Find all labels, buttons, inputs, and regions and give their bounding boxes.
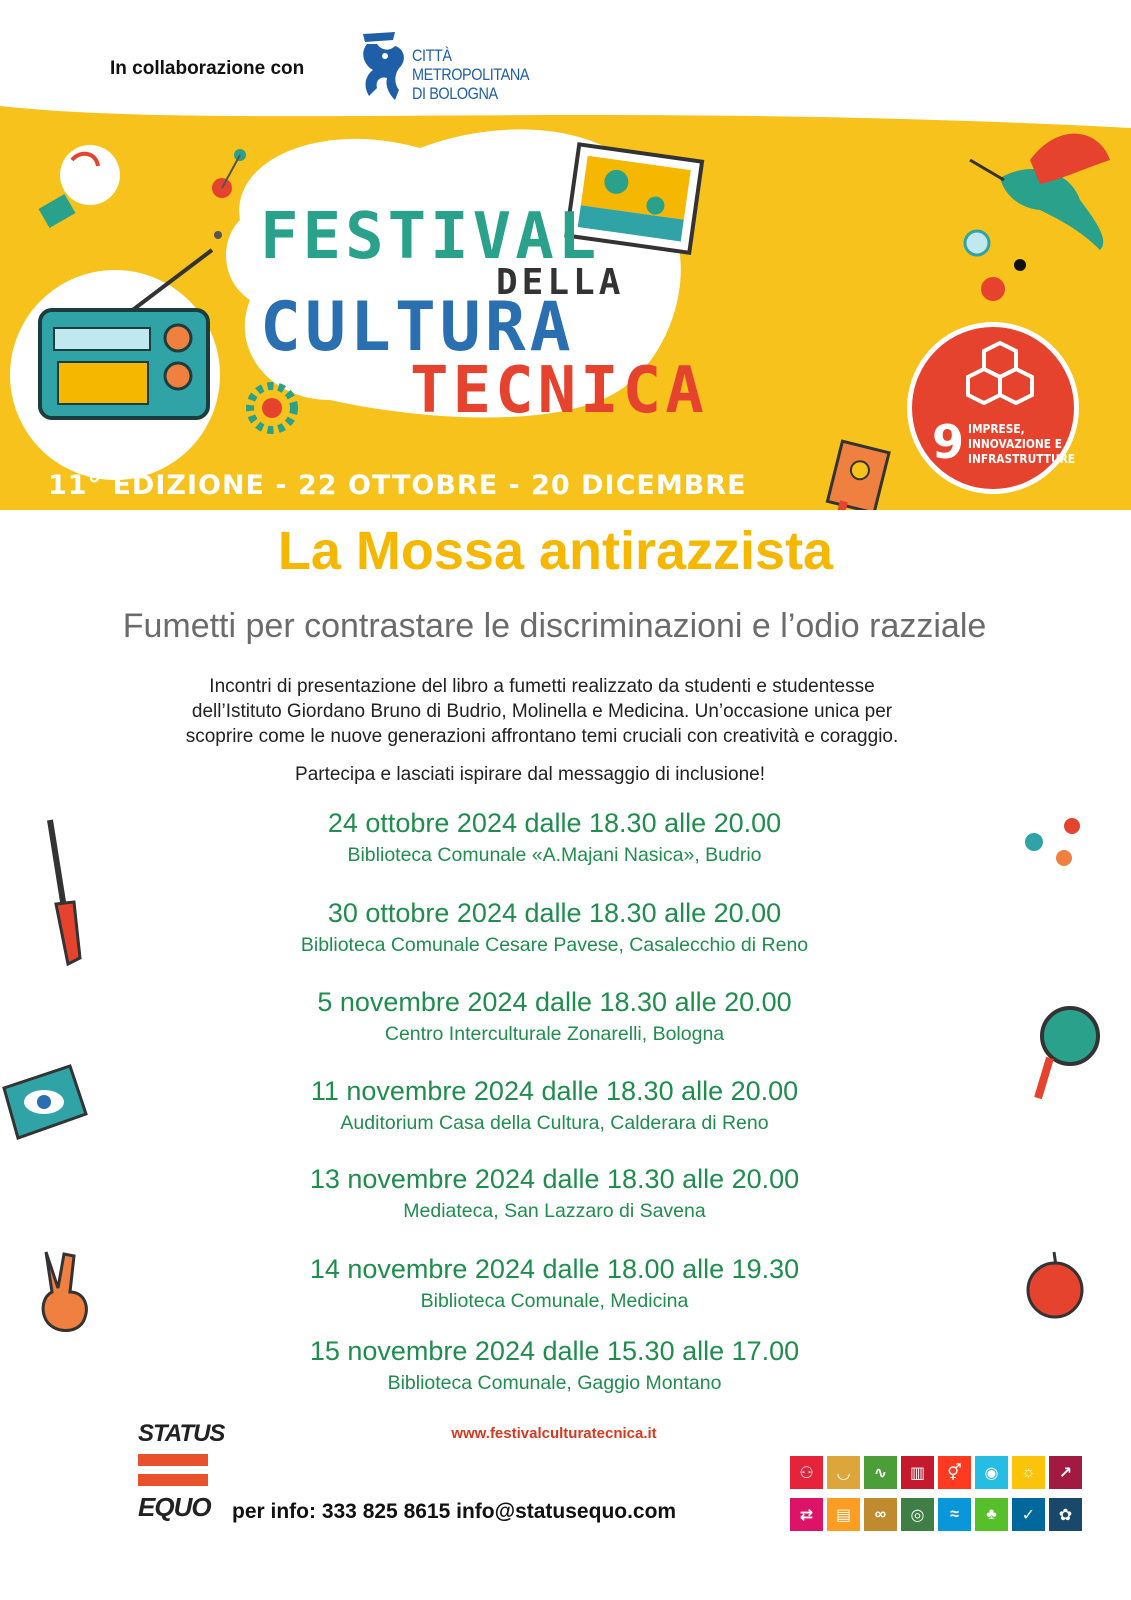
dots-icon — [1020, 814, 1090, 874]
sdg-tile-sun-icon: ☼ — [1012, 1456, 1045, 1489]
partner-line-3: DI BOLOGNA — [412, 84, 498, 103]
sdg-label-line-1: IMPRESE, — [968, 421, 1025, 436]
status-logo-bottom: EQUO — [138, 1492, 211, 1522]
festival-title-line-3: CULTURA — [260, 288, 575, 367]
sdg-tile-water-icon: ◉ — [975, 1456, 1008, 1489]
sdg-tile-eye-icon: ◎ — [901, 1498, 934, 1531]
intro-line: scoprire come le nuove generazioni affrontano temi cruciali con creatività e coraggio. — [185, 726, 899, 747]
event-item — [0, 1336, 1109, 1395]
call-to-action: Partecipa e lasciati ispirare dal messaggio di inclusione! — [295, 764, 765, 785]
event-date: 13 novembre 2024 dalle 18.30 alle 20.00 — [309, 1164, 800, 1194]
page-title-text: La Mossa antirazzista — [277, 521, 834, 581]
partner-line-2: METROPOLITANA — [412, 65, 530, 84]
festival-title-line-1: FESTIVAL — [260, 200, 601, 274]
sdg-tile-book-icon: ▥ — [901, 1456, 934, 1489]
apple-icon — [1022, 1250, 1088, 1320]
page-title — [0, 520, 1131, 582]
sdg-number: 9 — [932, 415, 965, 469]
sdg-tile-gender-icon: ⚥ — [938, 1456, 971, 1489]
screwdriver-icon — [40, 818, 90, 968]
peace-hand-icon — [34, 1248, 104, 1338]
sdg-tile-city-icon: ▤ — [827, 1498, 860, 1531]
event-date: 30 ottobre 2024 dalle 18.30 alle 20.00 — [327, 898, 782, 928]
status-equo-logo — [132, 1420, 225, 1532]
equals-bar-top — [138, 1454, 208, 1466]
cubes-icon — [960, 339, 1040, 411]
event-place: Biblioteca Comunale, Gaggio Montano — [387, 1372, 722, 1394]
event-item — [0, 898, 1109, 957]
festival-title-line-2: DELLA — [496, 262, 625, 303]
event-item — [0, 1076, 1109, 1135]
event-date: 24 ottobre 2024 dalle 18.30 alle 20.00 — [327, 808, 782, 838]
collaboration-label: In collaborazione con — [110, 58, 305, 79]
event-date: 14 novembre 2024 dalle 18.00 alle 19.30 — [309, 1254, 800, 1284]
event-place: Biblioteca Comunale Cesare Pavese, Casalecchio di Reno — [300, 934, 809, 956]
sdg-tile-ring-icon: ✿ — [1049, 1498, 1082, 1531]
eye-card-icon — [0, 1064, 90, 1144]
sdg-goals-grid — [790, 1456, 1090, 1534]
sdg-tile-infinity-icon: ∞ — [864, 1498, 897, 1531]
festival-title-line-4: TECNICA — [410, 354, 708, 428]
sdg-tile-arrows-icon: ⇄ — [790, 1498, 823, 1531]
festival-edition: 11° EDIZIONE - 22 OTTOBRE - 20 DICEMBRE — [48, 470, 747, 501]
event-item — [0, 808, 1109, 867]
event-place: Mediateca, San Lazzaro di Savena — [403, 1200, 706, 1222]
contact-info: per info: 333 825 8615 info@statusequo.com — [232, 1500, 677, 1523]
sdg-label-line-3: INFRASTRUTTURE — [968, 451, 1076, 466]
partner-line-1: CITTÀ — [412, 46, 452, 65]
event-date: 15 novembre 2024 dalle 15.30 alle 17.00 — [309, 1336, 800, 1366]
sdg-tile-heartbeat-icon: ∿ — [864, 1456, 897, 1489]
intro-line: dell’Istituto Giordano Bruno di Budrio, Molinella e Medicina. Un’occasione unica per — [191, 701, 893, 722]
event-place: Biblioteca Comunale, Medicina — [420, 1290, 689, 1312]
event-date: 5 novembre 2024 dalle 18.30 alle 20.00 — [317, 987, 792, 1017]
sdg-tile-tree-icon: ♣ — [975, 1498, 1008, 1531]
magnifier-icon — [1030, 1002, 1100, 1102]
sdg-label-line-2: INNOVAZIONE E — [968, 436, 1063, 451]
page-subtitle: Fumetti per contrastare le discriminazioni e l’odio razziale — [122, 607, 987, 645]
event-item — [0, 1164, 1109, 1223]
intro-line: Incontri di presentazione del libro a fumetti realizzato da studenti e studentesse — [209, 676, 875, 697]
event-item — [0, 1254, 1109, 1313]
sdg9-badge — [907, 322, 1079, 494]
sdg-tile-bowl-icon: ◡ — [827, 1456, 860, 1489]
event-date: 11 novembre 2024 dalle 18.30 alle 20.00 — [310, 1076, 799, 1106]
sdg-tile-dove-icon: ✓ — [1012, 1498, 1045, 1531]
event-place: Biblioteca Comunale «A.Majani Nasica», Budrio — [347, 844, 762, 866]
event-place: Centro Interculturale Zonarelli, Bologna — [384, 1023, 725, 1045]
status-logo-top: STATUS — [138, 1420, 225, 1447]
sdg-tile-growth-icon: ↗ — [1049, 1456, 1082, 1489]
website-link[interactable]: www.festivalculturatecnica.it — [451, 1425, 657, 1442]
sdg-tile-people-icon: ⚇ — [790, 1456, 823, 1489]
event-item — [0, 987, 1109, 1046]
equals-bar-bottom — [138, 1474, 208, 1486]
intro-paragraph — [0, 674, 1084, 749]
event-place: Auditorium Casa della Cultura, Calderara di Reno — [340, 1112, 769, 1134]
sdg-tile-fish-icon: ≈ — [938, 1498, 971, 1531]
sdg-label — [968, 421, 1075, 466]
